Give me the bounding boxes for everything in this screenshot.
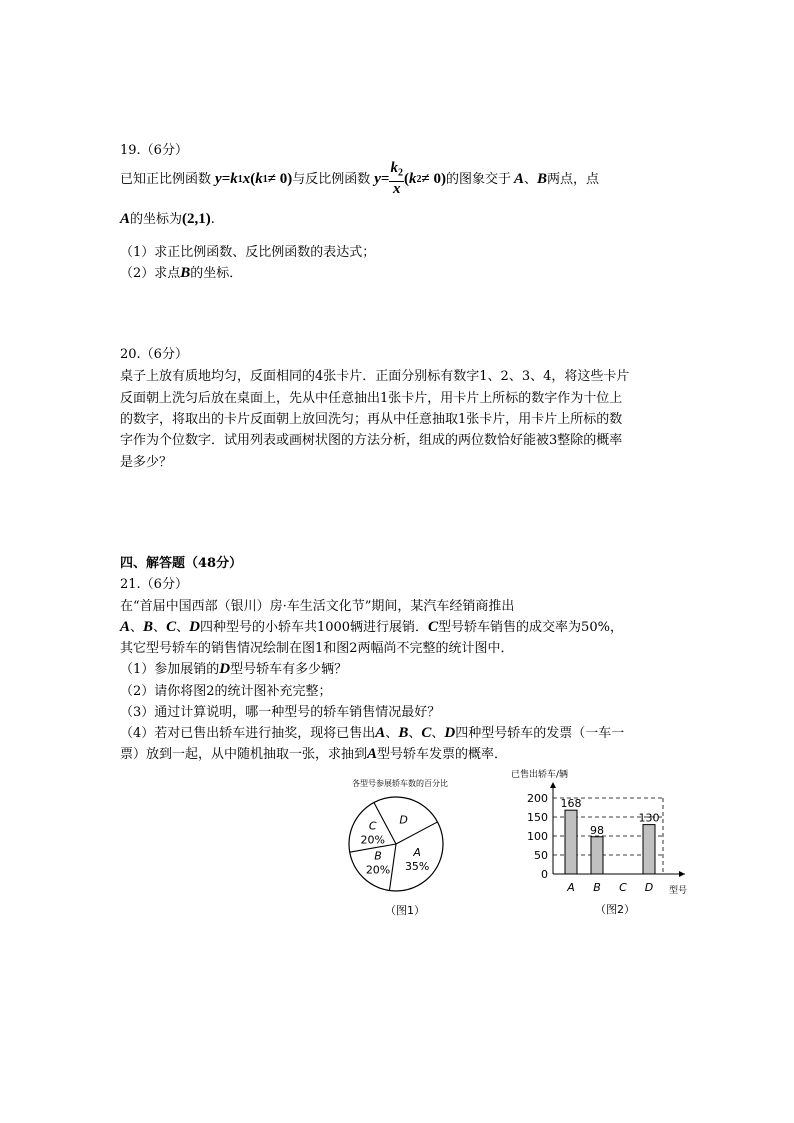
- bar-xlabel: 型号: [669, 886, 688, 896]
- q19-line2-end: .: [210, 212, 215, 227]
- bar-caption: （图2）: [595, 903, 635, 916]
- q19-line2-coord: (2,1): [182, 211, 211, 227]
- bar-value-label-b: 98: [590, 823, 604, 837]
- q19-f1-cond-k: k: [255, 170, 263, 187]
- q20-line-5: 是多少？: [120, 455, 173, 470]
- q21-s4-s3: 、: [431, 726, 445, 741]
- q19-f1-y: y: [215, 170, 222, 187]
- q21-sub2: （2）请你将图2的统计图补充完整；: [120, 684, 332, 699]
- pie-slice-percent-c: 20%: [360, 833, 385, 847]
- q21-l2-text: 四种型号的小轿车共1000辆进行展销．: [199, 620, 429, 635]
- q19-intro: 已知正比例函数: [120, 171, 212, 187]
- q19-f2-den: x: [392, 180, 401, 197]
- q19-f2-cond-k: k: [408, 170, 417, 187]
- pie-chart: [330, 772, 470, 920]
- q21-s4-l2-a: A: [367, 746, 378, 762]
- q21-l2-b: B: [143, 619, 154, 635]
- q21-line3: 其它型号轿车的销售情况绘制在图1和图2两幅尚不完整的统计图中．: [120, 641, 514, 656]
- q19-header: 19.（6分）: [120, 143, 188, 158]
- bar-category-label-a: A: [567, 881, 575, 894]
- q21-s4-c: C: [421, 725, 432, 741]
- q21-l2-s1: 、: [130, 620, 144, 635]
- q19-sub2-post: 的坐标．: [190, 266, 243, 281]
- bar-b: [591, 837, 603, 874]
- bar-chart: [505, 764, 695, 920]
- q21-s4-s1: 、: [385, 726, 399, 741]
- q19-tail: 的图象交于: [445, 171, 511, 187]
- bar-x-axis-arrow: [679, 871, 685, 877]
- q19-sub1: （1）求正比例函数、反比例函数的表达式；: [120, 245, 376, 260]
- q19-sub2: [120, 264, 242, 283]
- q21-s1-pre: （1）参加展销的: [120, 662, 220, 677]
- q19-f1-k: k: [230, 170, 238, 187]
- q19-f2-num-k: k: [390, 160, 398, 177]
- pie-slice-label-d: D: [399, 813, 408, 827]
- q19-f2-eq: =: [380, 170, 390, 187]
- q21-s4-pre: （4）若对已售出轿车进行抽奖，现将已售出: [120, 726, 376, 741]
- q20-header: 20.（6分）: [120, 347, 188, 362]
- q19-f1-k-sub: 1: [237, 173, 243, 185]
- q21-l2-c2: C: [428, 619, 439, 635]
- q21-l2-a: A: [120, 619, 131, 635]
- q19-f2-cond-open: (: [403, 170, 409, 187]
- q19-f1-x: x: [242, 170, 251, 187]
- q20-line-4: 字作为个位数字．试用列表或画树状图的方法分析，组成的两位数恰好能被3整除的概率: [120, 433, 623, 448]
- q19-mid: 与反比例函数: [292, 171, 371, 187]
- q19-statement-line1: [120, 161, 599, 197]
- bar-value-label-a: 168: [560, 797, 582, 811]
- q19-sub2-pre: （2）求点: [120, 266, 181, 281]
- q21-s4-l2-post: 型号轿车发票的概率．: [377, 747, 508, 762]
- q19-statement-line2: [120, 210, 215, 229]
- bar-y-axis-arrow: [550, 782, 556, 788]
- bar-d: [643, 825, 655, 874]
- pie-slice-label-c: C: [368, 819, 377, 833]
- q19-f2-cond-sub: 2: [416, 173, 422, 185]
- bar-category-label-d: D: [644, 881, 654, 894]
- q19-point-b: B: [537, 170, 548, 187]
- q21-s1-post: 型号轿车有多少辆？: [230, 662, 348, 677]
- q19-sub2-b: B: [180, 265, 191, 281]
- q21-sub4-line2: [120, 745, 507, 764]
- q20-line-1: 桌子上放有质地均匀，反面相同的4张卡片．正面分别标有数字1、2、3、4，将这些卡片: [120, 369, 630, 384]
- q19-f2-y: y: [374, 170, 381, 187]
- q21-s4-post: 四种型号轿车的发票（一车一: [455, 726, 625, 741]
- q21-l2-d: D: [189, 619, 200, 635]
- q19-f2-cond-neq: ≠ 0): [421, 170, 446, 187]
- bar-value-label-d: 130: [638, 811, 660, 825]
- q21-l2-s2: 、: [153, 620, 167, 635]
- bar-ytick-50: 50: [534, 849, 548, 862]
- q19-point-a: A: [513, 170, 524, 187]
- pie-title: 各型号参展轿车数的百分比: [352, 779, 448, 788]
- q21-s4-b: B: [398, 725, 409, 741]
- q19-f1-cond-neq: ≠ 0): [267, 170, 293, 187]
- q19-f2-num-sub: 2: [397, 167, 403, 179]
- q19-line2-a: A: [120, 211, 131, 227]
- pie-slice-percent-b: 20%: [365, 863, 391, 877]
- q21-s4-l2-pre: 票）放到一起，从中随机抽取一张，求抽到: [120, 747, 368, 762]
- q19-f1-eq: =: [221, 170, 231, 187]
- q21-line1: 在“首届中国西部（银川）房·车生活文化节”期间，某汽车经销商推出: [120, 599, 515, 614]
- q19-tail2: 两点，点: [547, 171, 600, 187]
- q21-sub3: （3）通过计算说明，哪一种型号的轿车销售情况最好？: [120, 705, 441, 720]
- q21-s4-d: D: [444, 725, 456, 741]
- q21-sub1: [120, 660, 347, 679]
- q21-line2: [120, 618, 623, 637]
- bar-ytick-200: 200: [527, 792, 548, 805]
- q21-l2-c: C: [166, 619, 177, 635]
- q21-s1-d: D: [219, 661, 231, 677]
- bar-a: [565, 810, 577, 874]
- q20-line-2: 反面朝上洗匀后放在桌面上，先从中任意抽出1张卡片，用卡片上所标的数字作为十位上: [120, 391, 623, 406]
- q19-f1-cond-sub: 1: [262, 173, 268, 185]
- pie-slice-label-b: B: [374, 849, 382, 863]
- q21-l2-s3: 、: [176, 620, 190, 635]
- bar-ytick-0: 0: [541, 868, 548, 881]
- bar-ylabel: 已售出轿车/辆: [511, 770, 569, 780]
- q21-header: 21.（6分）: [120, 577, 188, 592]
- q19-f1-cond-open: (: [250, 170, 256, 187]
- q19-line2-text: 的坐标为: [130, 212, 183, 227]
- bar-ytick-100: 100: [527, 830, 548, 843]
- q21-l2-text2: 型号轿车销售的成交率为50%，: [438, 620, 623, 635]
- bar-ytick-150: 150: [527, 811, 548, 824]
- bar-category-label-b: B: [593, 881, 601, 894]
- section4-title: 四、解答题（48分）: [120, 556, 243, 571]
- q21-sub4-line1: [120, 724, 624, 743]
- q19-sep: 、: [524, 171, 538, 187]
- q20-line-3: 的数字，将取出的卡片反面朝上放回洗匀；再从中任意抽取1张卡片，用卡片上所标的数: [120, 412, 623, 427]
- pie-slice-label-a: A: [413, 845, 421, 859]
- bar-category-label-c: C: [619, 881, 627, 894]
- q19-f2-fraction: [389, 161, 404, 197]
- pie-slice-percent-a: 35%: [404, 859, 430, 873]
- pie-caption: （图1）: [385, 904, 425, 917]
- q21-s4-a: A: [375, 725, 386, 741]
- q21-s4-s2: 、: [408, 726, 422, 741]
